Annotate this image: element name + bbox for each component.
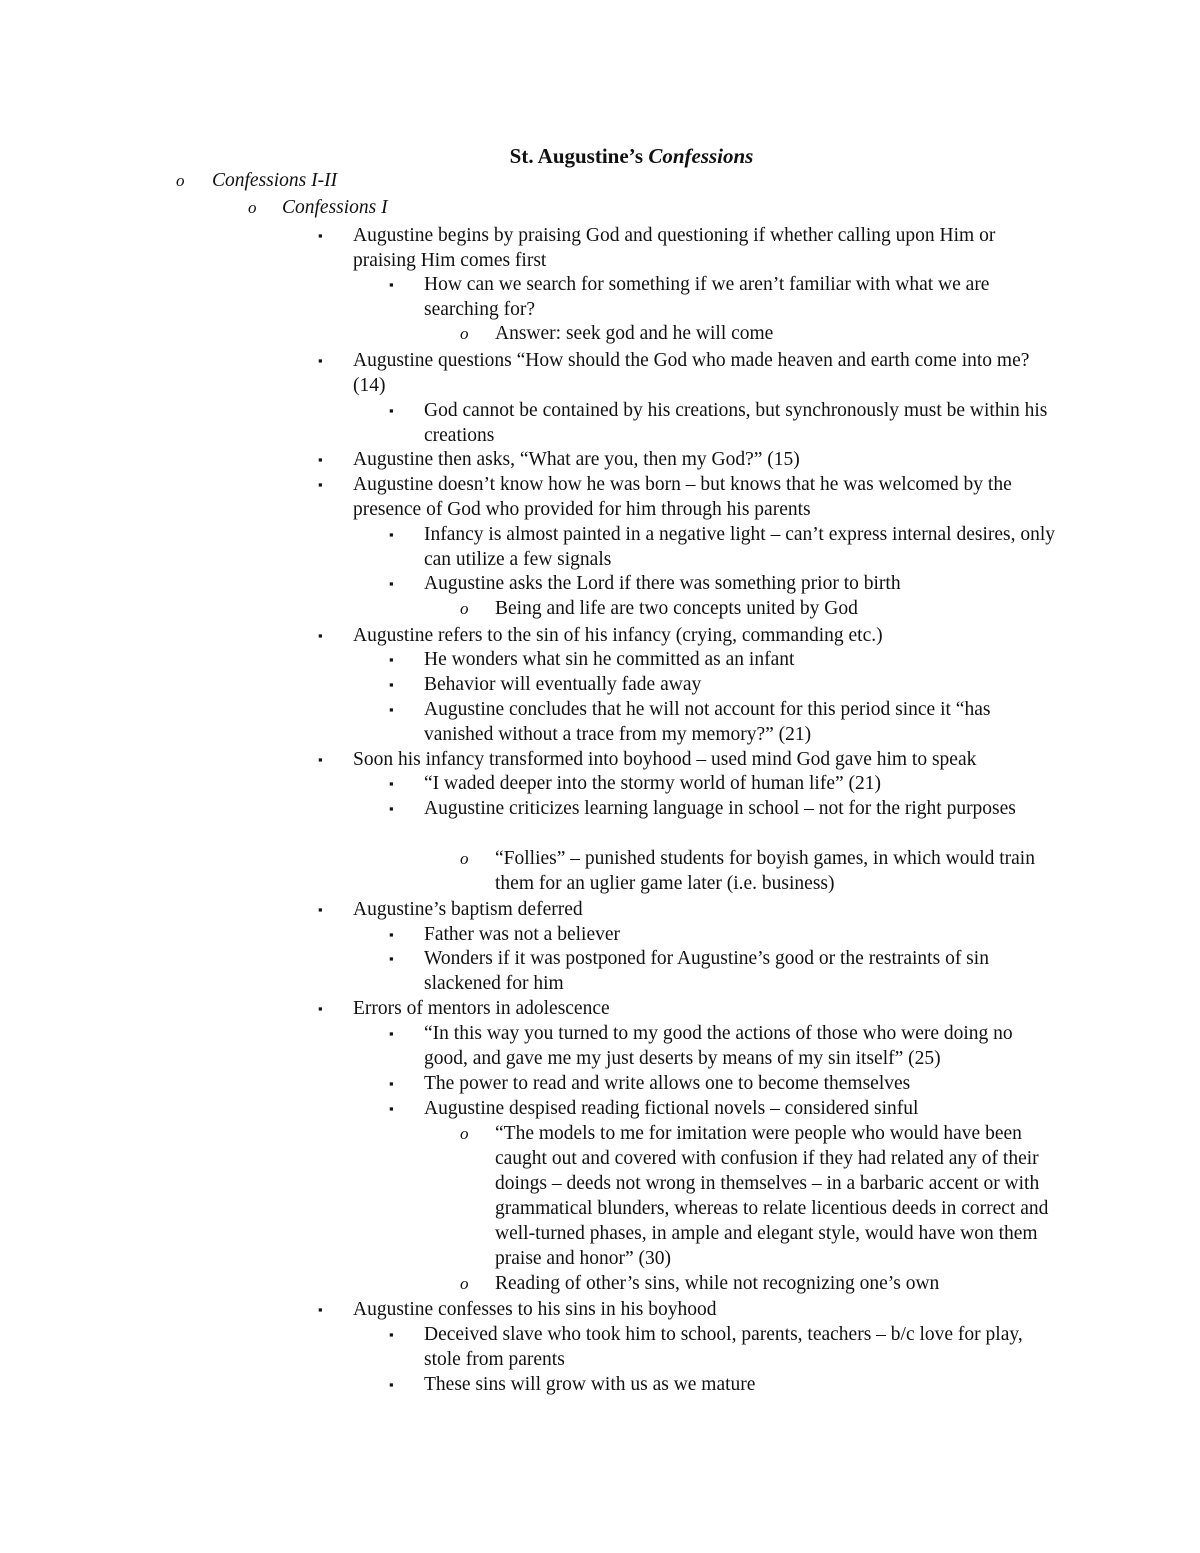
square-bullet-icon: ▪ (389, 1377, 394, 1392)
square-bullet-icon: ▪ (389, 776, 394, 791)
square-bullet-icon: ▪ (318, 1302, 323, 1317)
outline-item-text: Augustine concludes that he will not account for this period since it “has vanished without a trace from my memory?” (21) (424, 699, 991, 745)
outline-item (389, 1322, 1057, 1372)
circle-bullet-icon: o (460, 849, 469, 868)
outline-item-text: Behavior will eventually fade away (424, 674, 702, 695)
square-bullet-icon: ▪ (389, 403, 394, 418)
outline-item (389, 522, 1057, 572)
outline-item (460, 321, 1057, 346)
outline-item (318, 623, 1058, 648)
square-bullet-icon: ▪ (389, 702, 394, 717)
outline-item (460, 1271, 1057, 1296)
circle-bullet-icon: o (460, 1124, 469, 1143)
outline-item (318, 348, 1058, 398)
outline-item (389, 1372, 1057, 1397)
outline-item-text: Augustine doesn’t know how he was born – but knows that he was welcomed by the presence of God who provided for him through his parents (353, 474, 1012, 520)
outline-item (389, 946, 1057, 996)
square-bullet-icon: ▪ (389, 951, 394, 966)
outline-item-text: Augustine questions “How should the God who made heaven and earth come into me? (14) (353, 350, 1030, 396)
outline-item (176, 168, 1056, 193)
title-italic-text: Confessions (648, 144, 754, 168)
outline-item (318, 1297, 1058, 1322)
outline-item-text: “The models to me for imitation were people who would have been caught out and covered with confusion if they had related any of their doings – deeds not wrong in themselves – in a barbaric accent or with grammatical blunders, whereas to relate licentious deeds in correct and well-turned phases, in ample and elegant style, would have won them praise and honor” (30) (495, 1123, 1049, 1269)
square-bullet-icon: ▪ (318, 228, 323, 243)
outline-item (389, 571, 1057, 596)
outline-item-text: Infancy is almost painted in a negative light – can’t express internal desires, only can utilize a few signals (424, 524, 1056, 570)
circle-bullet-icon: o (460, 599, 469, 618)
square-bullet-icon: ▪ (389, 1327, 394, 1342)
outline-item (389, 796, 1057, 821)
square-bullet-icon: ▪ (389, 801, 394, 816)
square-bullet-icon: ▪ (389, 527, 394, 542)
outline-item-text: Augustine refers to the sin of his infancy (crying, commanding etc.) (353, 625, 883, 646)
outline-item (389, 272, 1057, 322)
outline-item (248, 195, 1056, 220)
outline-item (389, 398, 1057, 448)
outline-item-text: Deceived slave who took him to school, parents, teachers – b/c love for play, stole from parents (424, 1324, 1023, 1370)
square-bullet-icon: ▪ (389, 277, 394, 292)
outline-item-text: “In this way you turned to my good the actions of those who were doing no good, and gave me my just deserts by means of my sin itself” (25) (424, 1023, 1013, 1069)
outline-item (389, 922, 1057, 947)
square-bullet-icon: ▪ (389, 1026, 394, 1041)
outline-item (460, 1121, 1057, 1271)
square-bullet-icon: ▪ (318, 752, 323, 767)
outline-item-text: “I waded deeper into the stormy world of human life” (21) (424, 773, 882, 794)
square-bullet-icon: ▪ (389, 927, 394, 942)
outline-item-text: Being and life are two concepts united by God (495, 598, 858, 619)
square-bullet-icon: ▪ (389, 576, 394, 591)
outline-item (460, 596, 1057, 621)
outline-item (389, 647, 1057, 672)
outline-item-text: Augustine despised reading fictional novels – considered sinful (424, 1098, 919, 1119)
outline-item-text: Augustine asks the Lord if there was something prior to birth (424, 573, 901, 594)
circle-bullet-icon: o (248, 198, 257, 217)
outline-item-text: Answer: seek god and he will come (495, 323, 774, 344)
outline-item (318, 472, 1058, 522)
title-text: St. Augustine’s (509, 144, 649, 168)
square-bullet-icon: ▪ (318, 902, 323, 917)
outline-item (318, 223, 1058, 273)
outline-item-text: Augustine confesses to his sins in his boyhood (353, 1299, 717, 1320)
square-bullet-icon: ▪ (318, 628, 323, 643)
square-bullet-icon: ▪ (389, 677, 394, 692)
outline-item (318, 897, 1058, 922)
outline-item (389, 771, 1057, 796)
square-bullet-icon: ▪ (389, 1101, 394, 1116)
outline-item-text: Augustine then asks, “What are you, then my God?” (15) (353, 449, 800, 470)
outline-item-text: God cannot be contained by his creations, but synchronously must be within his creations (424, 400, 1048, 446)
outline-item (389, 1096, 1057, 1121)
circle-bullet-icon: o (176, 171, 185, 190)
square-bullet-icon: ▪ (389, 652, 394, 667)
outline-item-text: Augustine begins by praising God and questioning if whether calling upon Him or praising Him comes first (353, 225, 996, 271)
square-bullet-icon: ▪ (389, 1076, 394, 1091)
outline-item-text: The power to read and write allows one to become themselves (424, 1073, 911, 1094)
outline-item-text: He wonders what sin he committed as an infant (424, 649, 795, 670)
outline-item-text: Wonders if it was postponed for Augustine’s good or the restraints of sin slackened for him (424, 948, 989, 994)
outline-item (389, 672, 1057, 697)
outline-item-text: Confessions I (282, 197, 388, 218)
outline-item-text: These sins will grow with us as we mature (424, 1374, 756, 1395)
outline-item-text: Soon his infancy transformed into boyhood – used mind God gave him to speak (353, 749, 977, 770)
outline-item (460, 846, 1057, 896)
outline-item-text: Father was not a believer (424, 924, 621, 945)
outline-item-text: Augustine criticizes learning language in school – not for the right purposes (424, 798, 1016, 819)
outline-item-text: “Follies” – punished students for boyish games, in which would train them for an uglier game later (i.e. business) (495, 848, 1035, 894)
circle-bullet-icon: o (460, 1274, 469, 1293)
outline-item-text: Augustine’s baptism deferred (353, 899, 583, 920)
square-bullet-icon: ▪ (318, 353, 323, 368)
square-bullet-icon: ▪ (318, 1001, 323, 1016)
outline-item (389, 697, 1057, 747)
square-bullet-icon: ▪ (318, 452, 323, 467)
outline-item-text: How can we search for something if we aren’t familiar with what we are searching for? (424, 274, 990, 320)
outline-item (318, 996, 1058, 1021)
outline-item (389, 1021, 1057, 1071)
outline-item (318, 447, 1058, 472)
outline-item-text: Reading of other’s sins, while not recognizing one’s own (495, 1273, 940, 1294)
outline-item-text: Confessions I-II (212, 170, 338, 191)
circle-bullet-icon: o (460, 324, 469, 343)
square-bullet-icon: ▪ (318, 477, 323, 492)
document-title (0, 142, 1200, 170)
outline-item-text: Errors of mentors in adolescence (353, 998, 610, 1019)
outline-item (318, 747, 1058, 772)
outline-item (389, 1071, 1057, 1096)
